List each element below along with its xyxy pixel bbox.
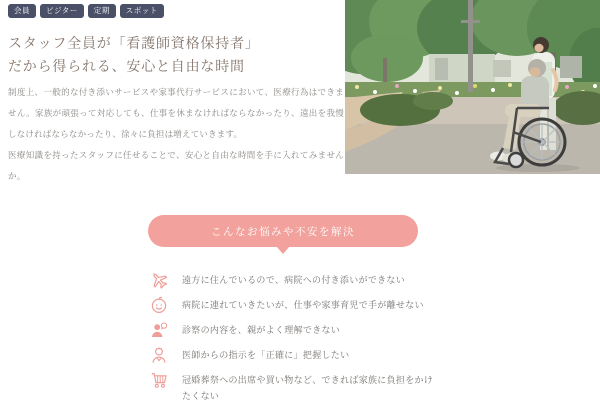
concern-text: 病院に連れていきたいが、仕事や家事育児で手が離せない <box>182 300 424 310</box>
badge-member: 会員 <box>8 4 36 18</box>
concern-item <box>150 296 450 314</box>
airplane-icon <box>150 271 168 289</box>
park-wheelchair-photo <box>345 0 600 174</box>
intro-paragraph-1: 制度上、一般的な付き添いサービスや家事代行サービスにおいて、医療行為はできません。家族が頑張って対応しても、仕事を休まなければならなかったり、遠出を我慢しなければならなかったり、徐々に負担は増えていきます。 <box>8 86 344 139</box>
concern-item <box>150 271 450 289</box>
concerns-list <box>150 271 450 411</box>
concern-text: 医師からの指示を「正確に」把握したい <box>182 350 350 360</box>
concern-item <box>150 321 450 339</box>
section-heading <box>8 33 344 79</box>
concern-item <box>150 346 450 364</box>
plan-badges <box>8 4 344 18</box>
badge-spot: スポット <box>120 4 164 18</box>
concern-text: 遠方に住んでいるので、病院への付き添いができない <box>182 275 406 285</box>
shopping-cart-icon <box>150 371 168 389</box>
baby-face-icon <box>150 296 168 314</box>
heading-line-2: だから得られる、安心と自由な時間 <box>8 59 245 75</box>
intro-paragraph-2: 医療知識を持ったスタッフに任せることで、安心と自由な時間を手に入れてみませんか。 <box>8 149 344 181</box>
doctor-icon <box>150 346 168 364</box>
concern-text: 診察の内容を、親がよく理解できない <box>182 325 341 335</box>
concern-text: 冠婚葬祭への出席や買い物など、できれば家族に負担をかけたくない <box>182 375 434 401</box>
concern-item <box>150 371 450 404</box>
badge-regular: 定期 <box>88 4 116 18</box>
person-question-icon <box>150 321 168 339</box>
heading-line-1: スタッフ全員が「看護師資格保持者」 <box>8 36 260 52</box>
badge-visitor: ビジター <box>40 4 84 18</box>
concerns-heading-ribbon: こんなお悩みや不安を解決 <box>148 215 418 247</box>
